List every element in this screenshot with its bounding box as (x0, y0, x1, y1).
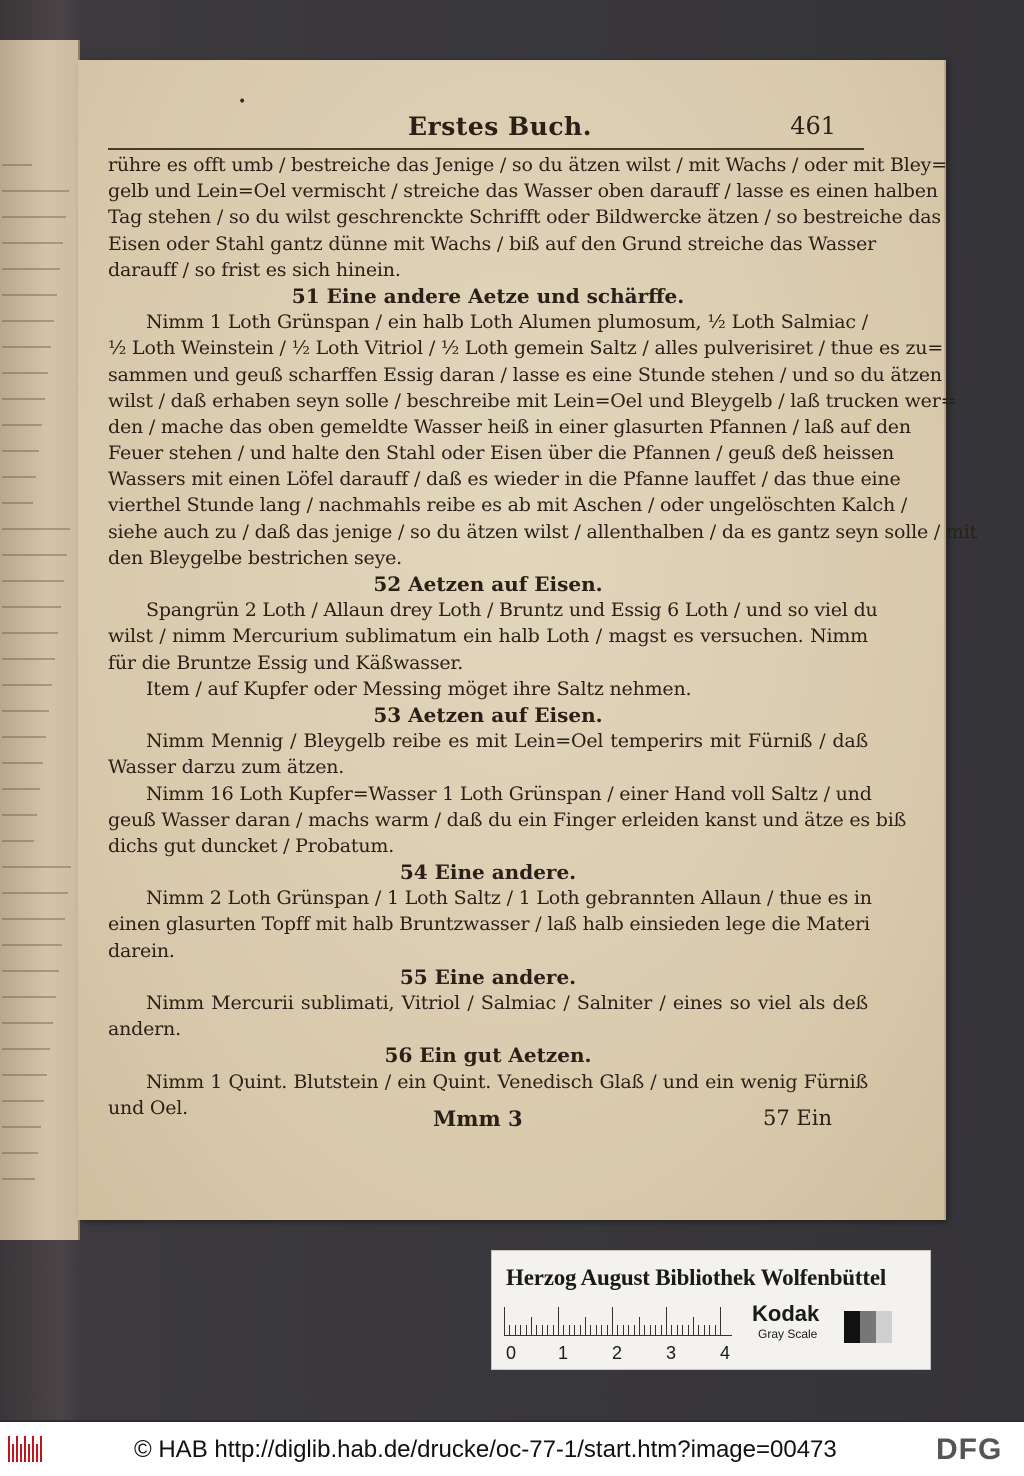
ruler-tick (655, 1325, 656, 1335)
section-heading: 51 Eine andere Aetze und schärffe. (291, 283, 685, 308)
faded-text-stroke (2, 982, 56, 998)
text-line: Nimm 1 Quint. Blutstein / ein Quint. Venedisch Glaß / und ein wenig Fürniß (146, 1070, 868, 1093)
ruler-tick (720, 1307, 721, 1335)
logo-bar (24, 1436, 26, 1462)
ruler-tick (644, 1325, 645, 1335)
faded-text-stroke (2, 1164, 35, 1180)
ruler-tick (628, 1325, 629, 1335)
text-line: für die Bruntze Essig und Käßwasser. (108, 651, 464, 674)
text-line: wilst / nimm Mercurium sublimatum ein halb Loth / magst es versuchen. Nimm (108, 625, 868, 648)
scale-number: 4 (720, 1343, 731, 1363)
logo-bar (8, 1436, 10, 1462)
library-name: Herzog August Bibliothek Wolfenbüttel (506, 1265, 887, 1290)
faded-text-stroke (2, 566, 64, 582)
faded-text-stroke (2, 488, 33, 504)
faded-text-stroke (2, 800, 37, 816)
scale-number: 1 (558, 1343, 569, 1363)
faded-text-stroke (2, 1112, 41, 1128)
section-heading: 54 Eine andere. (399, 860, 577, 885)
copyright-url[interactable]: © HAB http://diglib.hab.de/drucke/oc-77-1/start.htm?image=00473 (134, 1436, 837, 1463)
ruler-tick (704, 1325, 705, 1335)
faded-text-stroke (2, 1086, 44, 1102)
section-heading: 55 Eine andere. (399, 964, 577, 989)
text-line: wilst / daß erhaben seyn solle / beschreibe mit Lein=Oel und Bleygelb / laß trucken wer= (108, 389, 957, 412)
ruler-tick (682, 1325, 683, 1335)
ruler-tick (693, 1317, 694, 1335)
section-heading: 52 Aetzen auf Eisen. (373, 572, 603, 596)
text-line: Wasser darzu zum ätzen. (108, 756, 345, 779)
gray-swatch-dark (844, 1311, 860, 1343)
ruler-tick (547, 1325, 548, 1335)
faded-text-stroke (2, 774, 40, 790)
faded-text-stroke (2, 956, 59, 972)
ruler-tick (623, 1325, 624, 1335)
ruler-tick (580, 1325, 581, 1335)
section-heading: 53 Aetzen auf Eisen. (373, 702, 603, 727)
text-line: Nimm 16 Loth Kupfer=Wasser 1 Loth Grünspan / einer Hand voll Saltz / und (146, 782, 872, 805)
faded-text-stroke (2, 332, 51, 348)
faded-text-stroke (2, 722, 46, 738)
faded-text-stroke (2, 436, 39, 452)
logo-bar (40, 1436, 42, 1462)
faded-text-stroke (2, 306, 54, 322)
ruler-tick (666, 1307, 667, 1335)
ruler-tick (531, 1317, 532, 1335)
catchword: 57 Ein (763, 1106, 832, 1130)
faded-text-stroke (2, 696, 49, 712)
text-line: Tag stehen / so du wilst geschrenckte Schrifft oder Bildwercke ätzen / so bestreiche das (108, 206, 941, 229)
faded-text-stroke (2, 150, 32, 166)
ruler-tick (596, 1325, 597, 1335)
logo-bar (20, 1444, 22, 1462)
faded-text-stroke (2, 1008, 53, 1024)
previous-page-edge (0, 40, 80, 1240)
ruler-tick (650, 1325, 651, 1335)
text-line: Spangrün 2 Loth / Allaun drey Loth / Bruntz und Essig 6 Loth / und so viel du (146, 599, 878, 622)
text-line: sammen und geuß scharffen Essig daran / lasse es eine Stunde stehen / und so du ätzen (108, 363, 942, 386)
book-page (78, 60, 978, 1220)
ruler-tick (677, 1325, 678, 1335)
faded-text-stroke (2, 1138, 38, 1154)
dfg-logo: DFG (936, 1433, 1003, 1466)
text-line: den / mache das oben gemeldte Wasser heiß in einer glasurten Pfannen / laß auf den (108, 415, 911, 438)
logo-bar (36, 1444, 38, 1462)
logo-bar (16, 1436, 18, 1462)
ruler-tick (661, 1325, 662, 1335)
ruler-tick (607, 1325, 608, 1335)
faded-text-stroke (2, 1060, 47, 1076)
text-line: geuß Wasser daran / machs warm / daß du ein Finger erleiden kanst und ätze es biß (108, 808, 907, 831)
scale-number: 2 (612, 1343, 623, 1363)
ruler-tick (542, 1325, 543, 1335)
text-line: darein. (108, 939, 175, 962)
text-line: Wassers mit einen Löfel darauff / daß es wieder in die Pfanne lauffet / das thue eine (108, 468, 901, 491)
ruler-scale (504, 1305, 732, 1336)
ruler-tick (520, 1325, 521, 1335)
scale-number: 0 (506, 1343, 517, 1363)
gray-scale-caption: Gray Scale (758, 1327, 818, 1341)
faded-text-stroke (2, 540, 67, 556)
ruler-tick (574, 1325, 575, 1335)
text-line: den Bleygelbe bestrichen seye. (108, 546, 402, 569)
ruler-tick (569, 1325, 570, 1335)
ruler-tick (671, 1325, 672, 1335)
ruler-tick (536, 1325, 537, 1335)
header-ornament: • (238, 94, 247, 110)
faded-text-stroke (2, 358, 48, 374)
ruler-tick (563, 1325, 564, 1335)
gray-swatch-mid (860, 1311, 876, 1343)
header-rule (108, 148, 864, 150)
text-line: Feuer stehen / und halte den Stahl oder Eisen über die Pfannen / geuß deß heissen (108, 442, 894, 465)
page-number: 461 (790, 112, 836, 140)
faded-text-stroke (2, 930, 62, 946)
faded-text-stroke (2, 280, 57, 296)
footer-bar (0, 1422, 1024, 1476)
ruler-tick (553, 1325, 554, 1335)
faded-text-stroke (2, 852, 71, 868)
text-line: darauff / so frist es sich hinein. (108, 258, 401, 281)
faded-text-stroke (2, 878, 68, 894)
faded-text-stroke (2, 1034, 50, 1050)
text-line: und Oel. (108, 1096, 189, 1119)
gray-swatch-light (876, 1311, 892, 1343)
text-line: rühre es offt umb / bestreiche das Jenige / so du ätzen wilst / mit Wachs / oder mit Bley= (108, 154, 947, 176)
ruler-tick (601, 1325, 602, 1335)
ruler-tick (509, 1325, 510, 1335)
ruler-tick (515, 1325, 516, 1335)
section-heading: 56 Ein gut Aetzen. (384, 1043, 592, 1068)
ruler-tick (634, 1325, 635, 1335)
text-line: Nimm Mercurii sublimati, Vitriol / Salmiac / Salniter / eines so viel als deß (146, 992, 868, 1014)
logo-bar (28, 1444, 30, 1462)
faded-text-stroke (2, 644, 55, 660)
faded-text-stroke (2, 514, 70, 530)
faded-text-stroke (2, 462, 36, 478)
ruler-tick (526, 1325, 527, 1335)
logo-bar (12, 1444, 14, 1462)
ruler-tick (617, 1325, 618, 1335)
faded-text-stroke (2, 592, 61, 608)
text-line: Nimm 2 Loth Grünspan / 1 Loth Saltz / 1 Loth gebrannten Allaun / thue es in (146, 887, 872, 910)
library-label (491, 1250, 931, 1370)
text-line: dichs gut duncket / Probatum. (108, 834, 395, 857)
ruler-tick (558, 1307, 559, 1335)
ruler-tick (639, 1317, 640, 1335)
faded-text-stroke (2, 202, 66, 218)
faded-text-stroke (2, 748, 43, 764)
ruler-tick (709, 1325, 710, 1335)
text-line: Eisen oder Stahl gantz dünne mit Wachs / biß auf den Grund streiche das Wasser (108, 232, 877, 255)
signature-mark: Mmm 3 (433, 1106, 523, 1131)
faded-text-stroke (2, 904, 65, 920)
hab-logo-icon (8, 1436, 44, 1462)
running-title: Erstes Buch. (408, 112, 592, 141)
page-text (108, 152, 978, 1121)
ruler-tick (590, 1325, 591, 1335)
ruler-tick (585, 1317, 586, 1335)
text-line: ½ Loth Weinstein / ½ Loth Vitriol / ½ Loth gemein Saltz / alles pulverisiret / thue es zu= (108, 337, 944, 360)
text-line: Nimm 1 Loth Grünspan / ein halb Loth Alumen plumosum, ½ Loth Salmiac / (146, 311, 868, 334)
ruler-tick (715, 1325, 716, 1335)
faded-text-stroke (2, 228, 63, 244)
text-line: andern. (108, 1018, 181, 1041)
text-line: siehe auch zu / daß das jenige / so du ätzen wilst / allenthalben / da es gantz seyn solle / mit (108, 520, 978, 543)
text-line: vierthel Stunde lang / nachmahls reibe es ab mit Aschen / oder ungelöschten Kalch / (108, 494, 908, 517)
kodak-brand: Kodak (752, 1301, 820, 1326)
ruler-tick (504, 1307, 505, 1335)
faded-text-stroke (2, 410, 42, 426)
ruler-tick (688, 1325, 689, 1335)
scale-number: 3 (666, 1343, 677, 1363)
logo-bar (32, 1436, 34, 1462)
ruler-tick (698, 1325, 699, 1335)
faded-text-stroke (2, 176, 69, 192)
faded-text-stroke (2, 254, 60, 270)
faded-text-stroke (2, 826, 34, 842)
text-line: gelb und Lein=Oel vermischt / streiche das Wasser oben darauff / lasse es einen halben (108, 180, 938, 203)
text-line: Nimm Mennig / Bleygelb reibe es mit Lein=Oel temperirs mit Fürniß / daß (146, 730, 868, 753)
text-line: einen glasurten Topff mit halb Bruntzwasser / laß halb einsieden lege die Materi (108, 913, 870, 936)
faded-text-stroke (2, 618, 58, 634)
faded-text-stroke (2, 384, 45, 400)
text-line: Item / auf Kupfer oder Messing möget ihre Saltz nehmen. (146, 677, 692, 700)
ruler-tick (612, 1307, 613, 1335)
faded-text-stroke (2, 670, 52, 686)
